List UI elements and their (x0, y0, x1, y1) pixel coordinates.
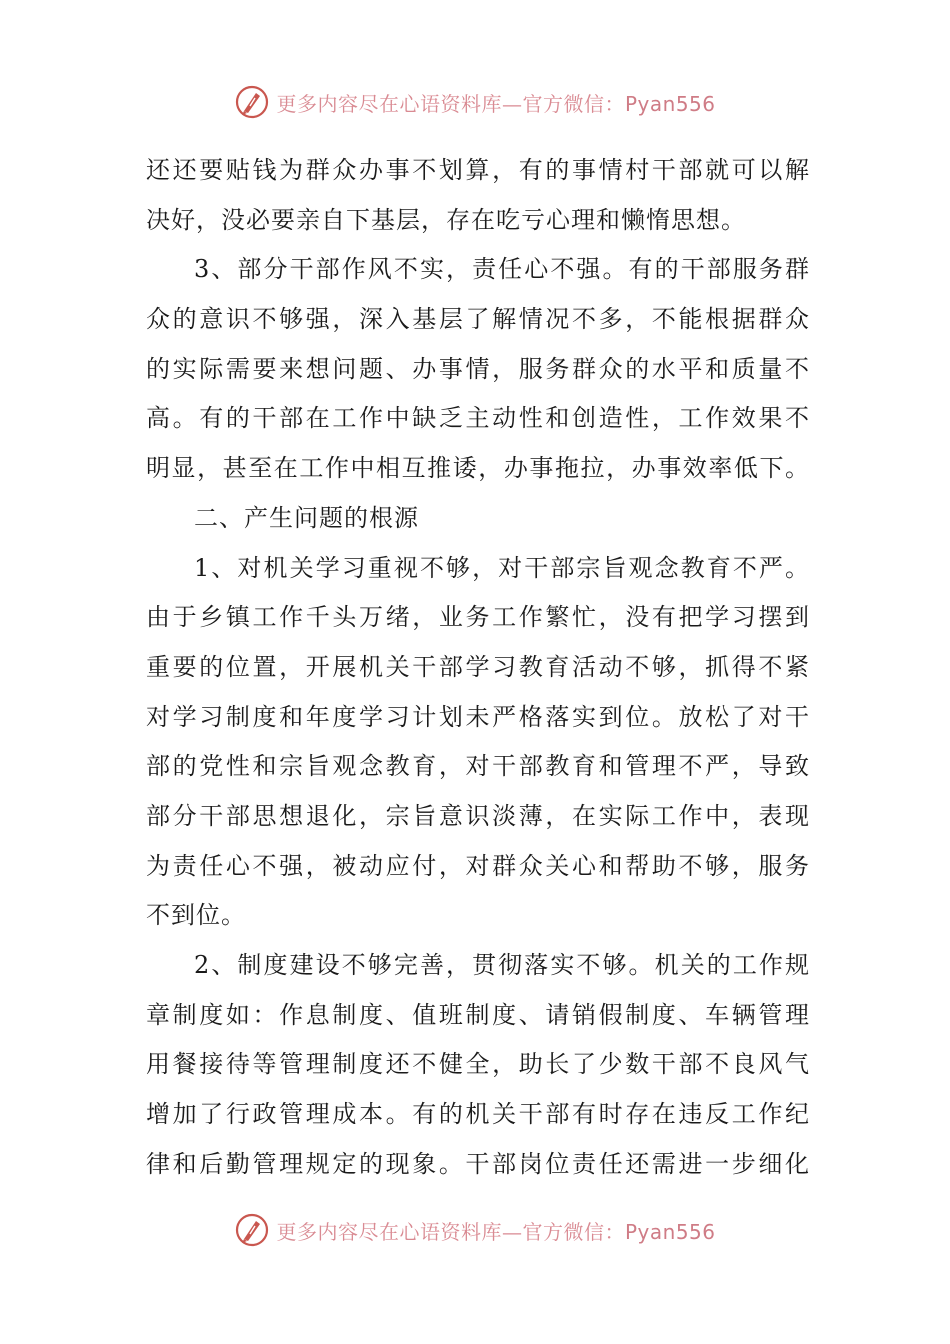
text-line: 用餐接待等管理制度还不健全，助长了少数干部不良风气 (146, 1050, 810, 1079)
text-line: 高。有的干部在工作中缺乏主动性和创造性，工作效果不 (146, 404, 810, 433)
text-line: 部分干部思想退化，宗旨意识淡薄，在实际工作中，表现 (146, 801, 810, 830)
text-line: 决好，没必要亲自下基层，存在吃亏心理和懒惰思想。 (146, 205, 746, 234)
section-heading: 二、产生问题的根源 (194, 503, 419, 532)
text-line: 还还要贴钱为群众办事不划算，有的事情村干部就可以解 (146, 156, 810, 184)
text-line: 明显，甚至在工作中相互推诿，办事拖拉，办事效率低下。 (146, 454, 810, 483)
paragraph-heading: 2、制度建设不够完善，贯彻落实不够。机关的工作规 (194, 951, 810, 979)
text-line: 众的意识不够强，深入基层了解情况不多，不能根据群众 (146, 305, 810, 334)
wechat-id: Pyan556 (624, 1219, 716, 1244)
text-line: 律和后勤管理规定的现象。干部岗位责任还需进一步细化 (146, 1149, 810, 1178)
text-line: 不到位。 (146, 901, 246, 930)
footer-banner (0, 1208, 950, 1252)
text-line: 的实际需要来想问题、办事情，服务群众的水平和质量不 (146, 354, 810, 383)
text-line: 增加了行政管理成本。有的机关干部有时存在违反工作纪 (146, 1100, 810, 1129)
pen-nib-circle-icon (234, 1212, 270, 1248)
wechat-id: Pyan556 (624, 91, 716, 116)
text-line: 为责任心不强，被动应付，对群众关心和帮助不够，服务 (146, 851, 810, 880)
paragraph-heading: 3、部分干部作风不实，责任心不强。有的干部服务群 (194, 255, 810, 284)
text-line: 重要的位置，开展机关干部学习教育活动不够，抓得不紧 (146, 652, 810, 681)
header-banner (0, 80, 950, 124)
pen-nib-circle-icon (234, 84, 270, 120)
banner-text: 更多内容尽在心语资料库—官方微信：Pyan556 (276, 1219, 716, 1244)
document-body (146, 146, 810, 1189)
text-line: 对学习制度和年度学习计划未严格落实到位。放松了对干 (146, 702, 810, 731)
text-line: 章制度如：作息制度、值班制度、请销假制度、车辆管理 (146, 1000, 810, 1029)
text-line: 部的党性和宗旨观念教育，对干部教育和管理不严，导致 (146, 752, 810, 781)
text-line: 由于乡镇工作千头万绪，业务工作繁忙，没有把学习摆到 (146, 603, 810, 632)
paragraph-heading: 1、对机关学习重视不够，对干部宗旨观念教育不严。 (194, 553, 810, 582)
banner-text: 更多内容尽在心语资料库—官方微信：Pyan556 (276, 91, 716, 116)
